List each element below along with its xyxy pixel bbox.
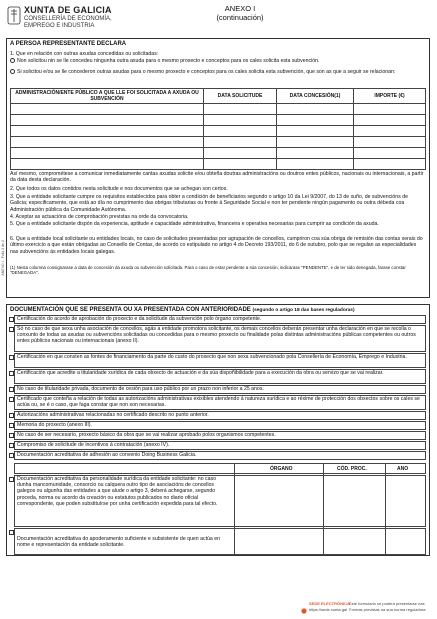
col-header-ano: ANO <box>397 466 409 472</box>
doc-item-7: Autorizacións administrativas relacionadas no certificado descrito no punto anterior. <box>17 412 209 418</box>
doc-checkbox-6[interactable] <box>9 397 14 402</box>
doc-item-6: Certificado que conteña a relación de todas as autorizacións administrativas exixibles atendendo á natureza xurídica e ao réxime de protección dos obxectos sobre os cales se actúa ou, se é o caso, que faga constar que non son necesarias. <box>17 396 420 409</box>
col-data-solicitude: DATA SOLICITUDE <box>204 89 277 104</box>
doc-checkbox-9[interactable] <box>9 433 14 438</box>
doc-item-10: Compromiso de solicitude de incentivos á contratación (anexo IV). <box>17 442 170 448</box>
col-data-concesion: DATA CONCESIÓN(1) <box>277 89 354 104</box>
doc-item-2: Só no caso de que sexa unha asociación de concellos, agás a entidade promotora solicitante, os demais concellos deberán presentar unha declaración en que se recolla o conxunto de todas as axudas ou subvencións solicitadas ou concedidas para o mesmo proxecto ou finalidade polas distintas administracións públicas competentes ou outros entes públicos nacionais ou internacionais (anexo II). <box>17 326 416 345</box>
documentation-title-text: DOCUMENTACIÓN QUE SE PRESENTA OU XA PRESENTADA CON ANTERIORIDADE <box>10 307 251 313</box>
dept-line-1: CONSELLERÍA DE ECONOMÍA, <box>24 16 112 22</box>
col-header-cod-proc: CÓD. PROC. <box>337 466 367 472</box>
option-yes-aid[interactable] <box>10 69 422 75</box>
doc-checkbox-2[interactable] <box>9 327 14 332</box>
doc-checkbox-7[interactable] <box>9 413 14 418</box>
doc-item-9: No caso de ser necesario, proxecto básico da obra que se vai realizar aprobado polos organismos competentes. <box>17 432 276 438</box>
doc-item-3: Certificación en que consten as fontes de financiamento da parte do custo do proxecto que non sexa subvencionado pola Consellería de Economía, Emprego e Industria. <box>17 354 407 360</box>
doc-checkbox-12[interactable] <box>9 477 14 482</box>
declaration-title: A PERSOA REPRESENTANTE DECLARA <box>10 41 127 47</box>
doc-checkbox-1[interactable] <box>9 317 14 322</box>
doc-checkbox-4[interactable] <box>9 371 14 376</box>
radio-no-aid[interactable] <box>10 58 15 63</box>
sidebar-reference: ANEXO I - Folla 2 de 2 <box>1 240 5 276</box>
table-row[interactable] <box>11 126 426 137</box>
doc-item-12: Documentación acreditativa da personalidade xurídica da entidade solicitante: no caso dunha mancomunidade, consorcio ou calquera outro tipo de asociacións de concellos galegos ou algunha das entidades a que alude o artigo 3, deberá achegarse, segundo proceda, norma ou acordo da creación ou estatutos publicados no diario oficial correspondente, que poden substituírse por unha certificación expedida para tal efecto. <box>17 476 218 507</box>
doc-item-4: Certificación que acredite a titularidade xurídica de cada obxecto de actuación e da súa dispoñibilidade para a execución da obra ou servizo que se vai realizar. <box>17 370 384 376</box>
table-row[interactable] <box>11 104 426 115</box>
declaration-p4: 4. Aceptar as actuacións de comprobación previstas na orde da convocatoria. <box>10 214 189 220</box>
table-row[interactable] <box>11 148 426 159</box>
documentation-title <box>10 307 428 313</box>
col-importe: IMPORTE (€) <box>354 89 426 104</box>
declaration-p3: 3. Que a entidade solicitante cumpre os requisitos establecidos para obter a condición de beneficiarios segundo o artigo 10 da Lei 9/2007, do 13 de xuño, de subvencións de Galicia; especificamente, que está ao día no cumprimento das obrigas tributarias ou fronte á Seguridade Social e non ter pendente ningún pagamento ou outra débeda coa Administración pública da Comunidade Autónoma. <box>10 194 408 213</box>
sede-logo-icon <box>301 601 307 607</box>
anexo-title: ANEXO I <box>224 4 256 13</box>
dept-line-2: EMPREGO E INDUSTRIA <box>24 23 95 29</box>
doc-checkbox-3[interactable] <box>9 355 14 360</box>
aid-table-header <box>11 89 426 104</box>
documentation-title-note: (segundo o artigo 18 das bases reguladoras) <box>252 308 355 313</box>
declaration-p2: 2. Que todos os datos contidos nesta solicitude e nos documentos que se achegan son certos. <box>10 186 228 192</box>
table-row[interactable] <box>11 137 426 148</box>
doc-checkbox-8[interactable] <box>9 423 14 428</box>
declaration-p6: 6. Que a entidade local solicitante ou entidades locais, no caso de solicitudes presentadas por agrupación de concellos, cumpriron coa súa obriga de remisión das contas xerais do último exercicio a que están obrigadas ao Consello de Contas, de acordo co estipulado no artigo 4 do Decreto 193/2011, do 6 de outubro, polo que se regulan as especialidades nas subvencións ás entidades locais galegas. <box>10 236 423 255</box>
footer-line-3: Formas previstas na súa norma reguladora <box>349 607 426 612</box>
col-administracion: ADMINISTRACIÓN/ENTE PÚBLICO A QUE LLE FOI SOLICITADA A AXUDA OU SUBVENCIÓN <box>11 89 204 104</box>
doc-item-5: No caso de titularidade privada, documento de cesión para uso público por un prazo non inferior a 25 anos. <box>17 386 264 392</box>
doc-item-1: Certificación do acordo de aprobación do proxecto e da solicitude da subvención polo órgano competente. <box>17 316 262 322</box>
footer-brand: SEDE ELECTRÓNICA <box>309 601 350 606</box>
doc-checkbox-13[interactable] <box>9 530 14 535</box>
anexo-subtitle: (continuación) <box>216 13 264 22</box>
option-no-aid[interactable] <box>10 58 425 64</box>
xunta-logo <box>7 6 21 26</box>
doc-checkbox-11[interactable] <box>9 453 14 458</box>
footer-line-1: Este formulario só poderá presentarse nas <box>349 601 425 606</box>
declaration-note: (1) Nesta columna consignarase a data de concesión da axuda ou subvención solicitada. Para o caso de estar pendente a súa concesión, indicarase "PENDENTE", e de ter sido denegada, farase constar "DENEGADA". <box>10 265 406 276</box>
option-yes-aid-label: Si solicitou e/ou se lle concederon outras axudas para o mesmo proxecto e conceptos para os cales solicita esta subvención, que son as que a seguir se relacionan: <box>17 69 396 75</box>
table-row[interactable] <box>11 115 426 126</box>
declaration-q1: 1. Que en relación con outras axudas concedidas ou solicitadas: <box>10 51 159 57</box>
table-row[interactable] <box>11 159 426 170</box>
radio-yes-aid[interactable] <box>10 69 15 74</box>
footer-link[interactable]: https://sede.xunta.gal <box>309 607 348 612</box>
doc-checkbox-10[interactable] <box>9 443 14 448</box>
commitment-text: Así mesmo, comprométese a comunicar inmediatamente cantas axudas solicite e/ou obteña doutras administracións ou doutros entes públicos, nacionais ou internacionais, a partir da data desta declaración. <box>10 171 424 184</box>
org-name: XUNTA DE GALICIA <box>24 5 112 15</box>
doc-item-11: Documentación acreditativa de adhesión ao convenio Doing Business Galicia. <box>17 452 197 458</box>
doc-item-8: Memoria do proxecto (anexo III). <box>17 422 92 428</box>
declaration-p5: 5. Que a entidade solicitante dispón da experiencia, aptitude e capacidade administrativa, financeira e operativa necesarias para cumprir as condición da axuda. <box>10 221 379 227</box>
doc-item-13: Documentación acreditativa do apoderamento suficiente e subsistente de quen actúa en nome e representación da entidade solicitante. <box>17 536 221 549</box>
col-header-organo: ÓRGANO <box>270 466 293 472</box>
aid-table <box>10 88 426 170</box>
doc-checkbox-5[interactable] <box>9 387 14 392</box>
option-no-aid-label: Non solicitou nin se lle concedeu ningunha outra axuda para o mesmo proxecto e conceptos para os cales solicita esta subvención. <box>17 58 320 64</box>
